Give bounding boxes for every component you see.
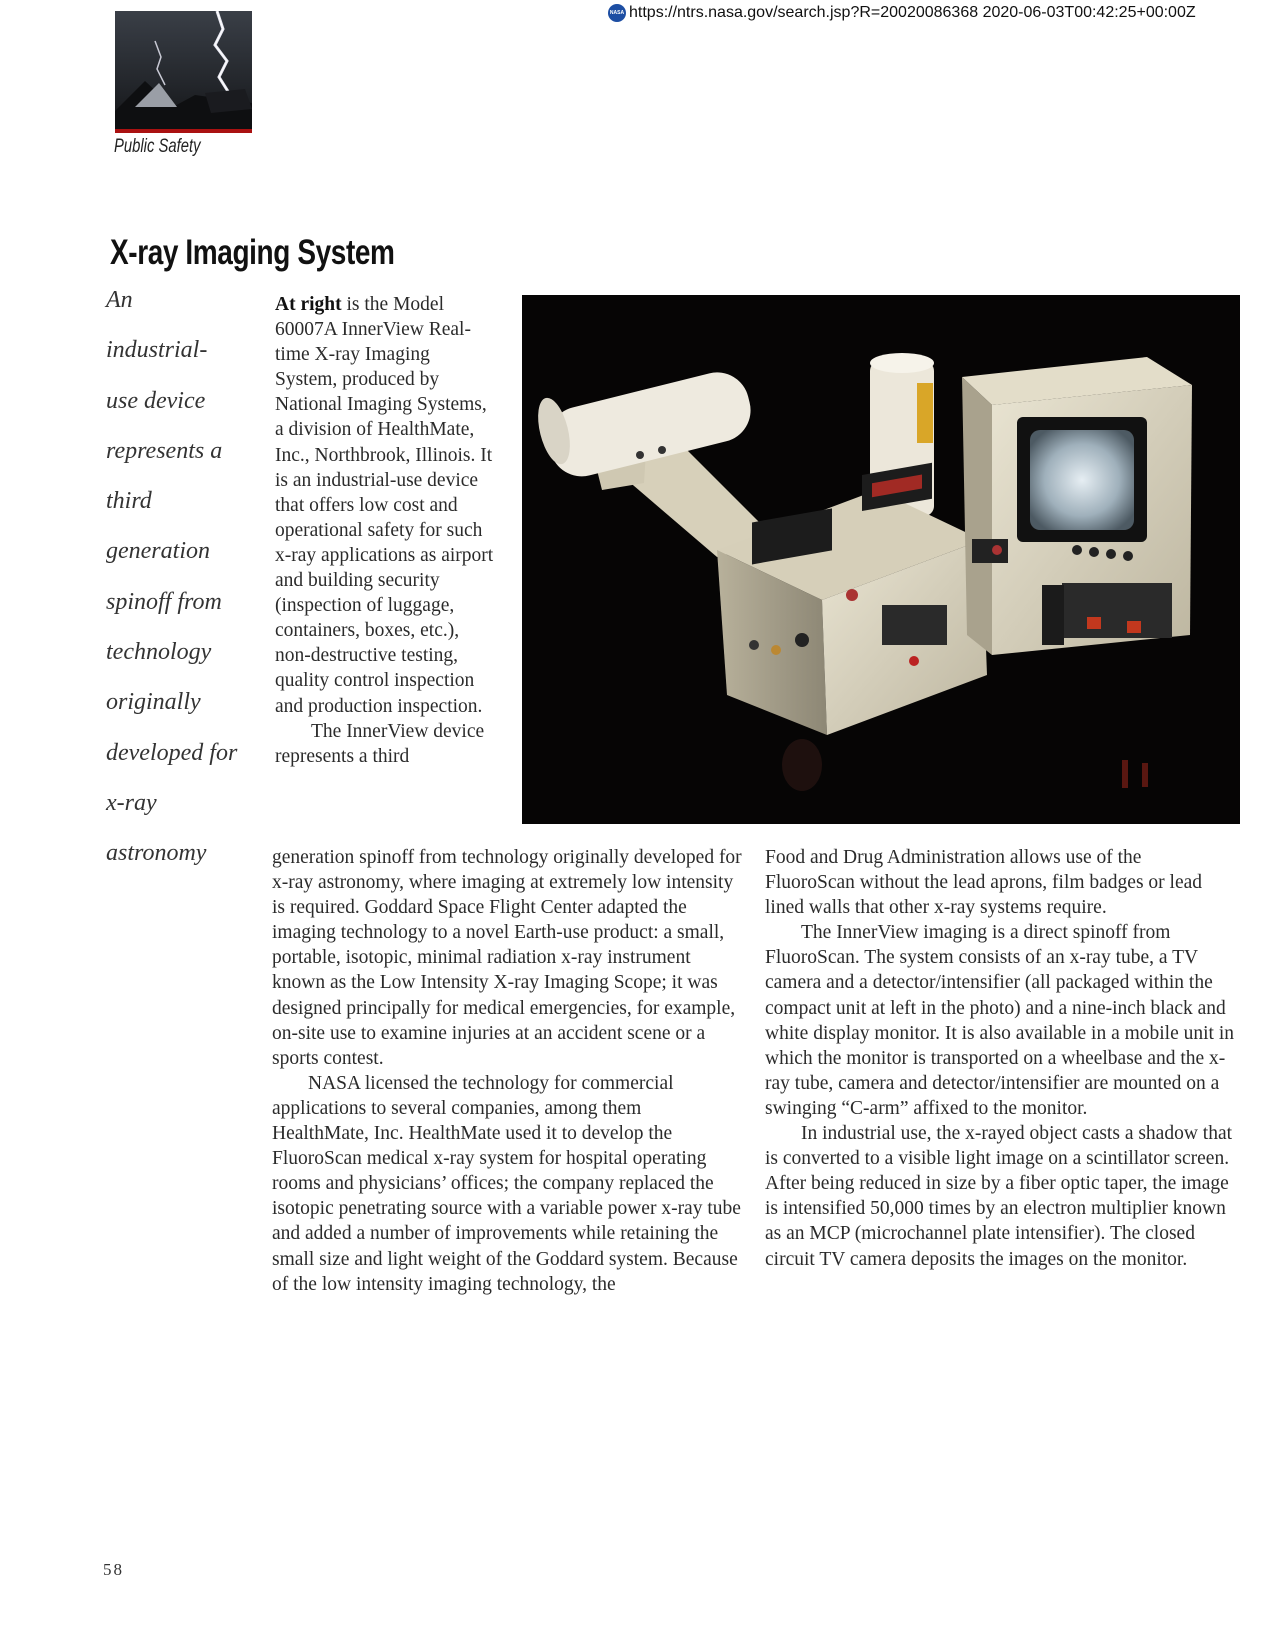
pull-quote-line: industrial- [106, 337, 208, 364]
nasa-logo-icon: NASA [608, 4, 626, 22]
pull-quote [106, 287, 256, 891]
pull-quote-line: technology [106, 639, 212, 666]
pull-quote-line: third [106, 488, 152, 515]
page-number: 58 [103, 1560, 124, 1579]
intro-paragraph [275, 292, 497, 719]
pull-quote-line: use device [106, 387, 206, 414]
pull-quote-line: generation [106, 538, 210, 565]
innerview-xray-imaging-system-photo [522, 295, 1240, 824]
pull-quote-line: x-ray [106, 789, 157, 816]
pull-quote-line: An [106, 287, 133, 313]
pull-quote-line: originally [106, 689, 201, 716]
body-column-left [272, 845, 742, 1297]
article-title: X-ray Imaging System [110, 233, 395, 272]
paragraph-3-continued: Food and Drug Administration allows use of the FluoroScan without the lead aprons, film badges or lead lined walls that other x-ray systems require. [765, 847, 1203, 919]
lightning-photo [115, 11, 252, 133]
section-label: Public Safety [114, 136, 201, 157]
pull-quote-line: developed for [106, 739, 238, 766]
paragraph-4: The InnerView imaging is a direct spinoff from FluoroScan. The system consists of an x-ray tube, a TV camera and a detector/intensifier (all packaged within the compact unit at left in the photo) and a nine-inch black and white display monitor. It is also available in a mobile unit in which the monitor is transported on a wheelbase and the x-ray tube, camera and detector/intensifier are mounted on a swinging “C-arm” affixed to the monitor. [765, 922, 1235, 1119]
pull-quote-line: astronomy [106, 840, 207, 867]
pull-quote-line: spinoff from [106, 588, 222, 615]
paragraph-5: In industrial use, the x-rayed object casts a shadow that is converted to a visible light image on a scintillator screen. After being reduced in size by a fiber optic taper, the image is intensified 50,000 times by an electron multiplier known as an MCP (microchannel plate intensifier). The closed circuit TV camera deposits the images on the monitor. [765, 1123, 1233, 1270]
paragraph-2-continued: generation spinoff from technology originally developed for x-ray astronomy, where imaging at extremely low intensity is required. Goddard Space Flight Center adapted the imaging technology to a novel Earth-use product: a small, portable, isotopic, minimal radiation x-ray instrument known as the Low Intensity X-ray Imaging Scope; it was designed principally for medical emergencies, for example, on-site use to examine injuries at an accident scene or a sports contest. [272, 847, 742, 1069]
source-url-text[interactable]: https://ntrs.nasa.gov/search.jsp?R=20020086368 2020-06-03T00:42:25+00:00Z [629, 4, 1196, 21]
intro-column [275, 292, 497, 769]
paragraph-3: NASA licensed the technology for commercial applications to several companies, among them HealthMate, Inc. HealthMate used it to develop the FluoroScan medical x-ray system for hospital operating rooms and physicians’ offices; the company replaced the isotopic penetrating source with a variable power x-ray tube and added a number of improvements while retaining the small size and light weight of the Goddard system. Because of the low intensity imaging technology, the [272, 1072, 741, 1295]
product-photo [522, 295, 1240, 824]
paragraph-2-start: The InnerView device represents a third [275, 720, 485, 767]
intro-lead: At right [275, 294, 342, 315]
section-thumbnail-image [115, 11, 252, 133]
pull-quote-line: represents a [106, 437, 223, 464]
intro-text: is the Model 60007A InnerView Real-time X-ray Imaging System, produced by National Imaging Systems, a division of HealthMate, Inc., Northbrook, Illinois. It is an industrial-use device that offers low cost and operational safety for such x-ray applications as airport and building security (inspection of luggage, containers, boxes, etc.), non-destructive testing, quality control inspection and production inspection. [275, 294, 494, 717]
source-url[interactable] [608, 4, 1196, 22]
body-column-right [765, 845, 1235, 1272]
